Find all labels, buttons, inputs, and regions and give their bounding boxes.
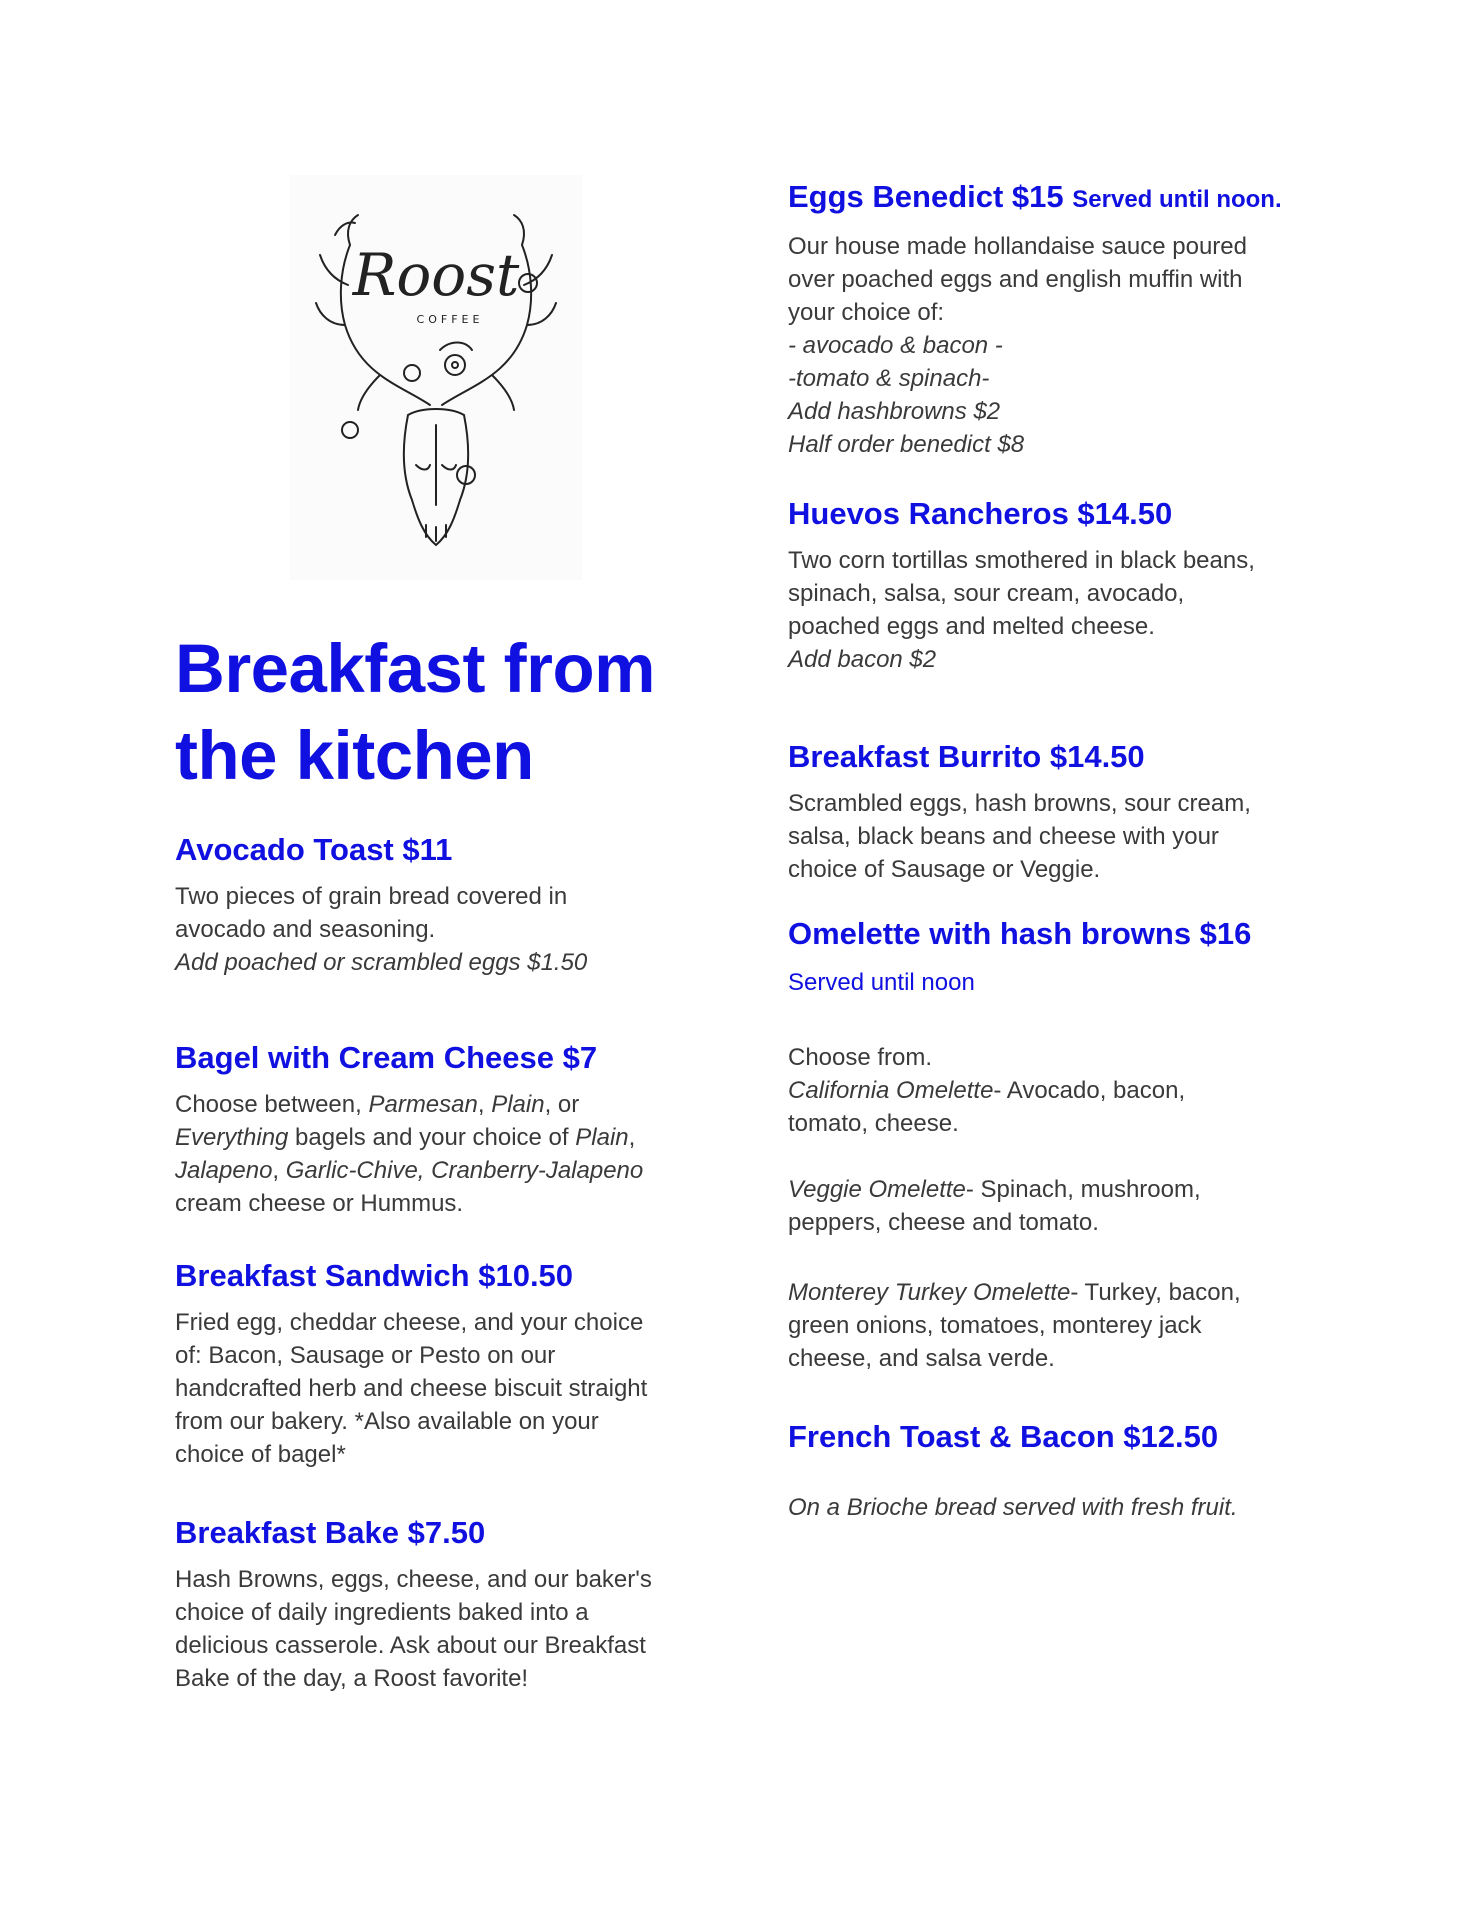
item-description: Choose from. California Omelette- Avocado, bacon, tomato, cheese. Veggie Omelette- Spinach, mushroom, peppers, cheese and tomato. Monterey Turkey Omelette- Turkey, bacon, green onions, tomatoes, monterey jack cheese, and salsa verde. (788, 1044, 1241, 1372)
item-title: Avocado Toast $11 (175, 832, 453, 867)
page-title (175, 625, 735, 799)
item-title: Breakfast Burrito $14.50 (788, 739, 1145, 774)
menu-item-breakfast-burrito (788, 737, 1348, 886)
served-note: Served until noon. (1072, 186, 1282, 213)
item-description: Two pieces of grain bread covered in avocado and seasoning. Add poached or scrambled eggs $1.50 (175, 880, 735, 979)
item-title: Breakfast Sandwich $10.50 (175, 1258, 574, 1293)
item-description: Hash Browns, eggs, cheese, and our baker's choice of daily ingredients baked into a delicious casserole. Ask about our Breakfast Bake of the day, a Roost favorite! (175, 1566, 652, 1692)
item-description: Scrambled eggs, hash browns, sour cream, salsa, black beans and cheese with your choice of Sausage or Veggie. (788, 790, 1251, 883)
item-description: Fried egg, cheddar cheese, and your choice of: Bacon, Sausage or Pesto on our handcrafted herb and cheese biscuit straight from our bakery. *Also available on your choice of bagel* (175, 1309, 648, 1468)
item-title: Huevos Rancheros $14.50 (788, 496, 1173, 531)
item-title: Bagel with Cream Cheese $7 (175, 1040, 598, 1075)
menu-item-breakfast-sandwich (175, 1256, 735, 1471)
item-title: Eggs Benedict $15 Served until noon. (788, 179, 1282, 214)
item-description: Two corn tortillas smothered in black beans, spinach, salsa, sour cream, avocado, poached eggs and melted cheese. Add bacon $2 (788, 547, 1255, 673)
menu-item-avocado-toast (175, 830, 735, 979)
item-title: French Toast & Bacon $12.50 (788, 1419, 1219, 1454)
item-description: Our house made hollandaise sauce poured over poached eggs and english muffin with your choice of: - avocado & bacon - -tomato & spinach- Add hashbrowns $2 Half order benedict $8 (788, 233, 1247, 458)
menu-item-eggs-benedict (788, 177, 1348, 461)
logo-script-text: Roost (352, 241, 520, 309)
antler-skull-illustration (290, 175, 582, 580)
item-title: Breakfast Bake $7.50 (175, 1515, 486, 1550)
title-line-2: the kitchen (175, 717, 534, 794)
item-description: Choose between, Parmesan, Plain, or Everything bagels and your choice of Plain, Jalapeno, Garlic-Chive, Cranberry-Jalapeno cream cheese or Hummus. (175, 1091, 644, 1217)
menu-item-breakfast-bake (175, 1513, 735, 1695)
title-line-1: Breakfast from (175, 630, 656, 707)
menu-item-huevos-rancheros (788, 494, 1348, 676)
item-title: Omelette with hash browns $16 (788, 916, 1252, 951)
menu-item-omelette (788, 914, 1348, 1375)
logo-sub-text: COFFEE (416, 313, 484, 326)
served-until-noon: Served until noon (788, 969, 975, 996)
addon-note: Add poached or scrambled eggs $1.50 (175, 949, 588, 976)
menu-item-bagel (175, 1038, 735, 1220)
roost-coffee-logo (290, 175, 582, 580)
menu-item-french-toast (788, 1417, 1348, 1524)
item-description: On a Brioche bread served with fresh fruit. (788, 1494, 1238, 1521)
